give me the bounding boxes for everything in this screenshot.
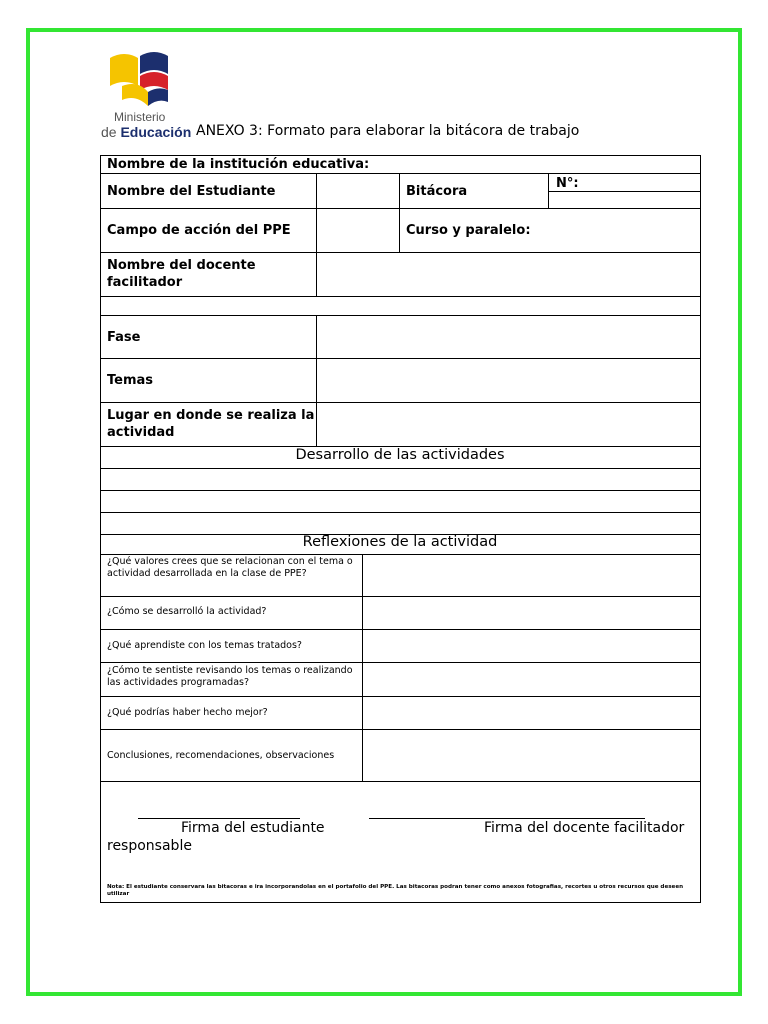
label-lugar: Lugar en donde se realiza la actividad	[107, 408, 315, 440]
label-bitacora: Bitácora	[406, 184, 468, 199]
question-valores: ¿Qué valores crees que se relacionan con el tema o actividad desarrollada en la clase de PPE?	[107, 556, 353, 579]
document-title: ANEXO 3: Formato para elaborar la bitácora de trabajo	[196, 123, 580, 139]
student-signature-label-cont: responsable	[107, 838, 192, 854]
logo-line2: de Educación	[101, 124, 192, 140]
teacher-signature-label: Firma del docente facilitador	[484, 820, 685, 836]
question-aprendiste: ¿Qué aprendiste con los temas tratados?	[107, 640, 302, 651]
label-curso: Curso y paralelo:	[406, 223, 531, 238]
question-desarrollo: ¿Cómo se desarrolló la actividad?	[107, 606, 267, 617]
question-mejor: ¿Qué podrías haber hecho mejor?	[107, 707, 268, 718]
label-temas: Temas	[107, 373, 154, 388]
footnote: Nota: El estudiante conservara las bitacoras e ira incorporandolas en el portafolio del PPE. Las bitacoras podran tener como anexos fotografias, recortes u otros recursos que deseen utilizar	[107, 884, 684, 897]
label-institucion: Nombre de la institución educativa:	[107, 157, 370, 172]
question-conclusiones: Conclusiones, recomendaciones, observaciones	[107, 750, 335, 761]
label-numero: N°:	[556, 176, 579, 191]
teacher-signature-line	[369, 818, 645, 819]
label-fase: Fase	[107, 330, 141, 345]
section-reflexiones: Reflexiones de la actividad	[302, 534, 498, 550]
section-desarrollo: Desarrollo de las actividades	[295, 447, 505, 463]
label-campo: Campo de acción del PPE	[107, 223, 291, 238]
label-docente: Nombre del docente facilitador	[107, 258, 256, 290]
logo-line1: Ministerio	[114, 110, 166, 124]
label-estudiante: Nombre del Estudiante	[107, 184, 276, 199]
question-sentiste: ¿Cómo te sentiste revisando los temas o realizando las actividades programadas?	[107, 665, 353, 688]
student-signature-line	[138, 818, 300, 819]
student-signature-label: Firma del estudiante	[181, 820, 325, 836]
